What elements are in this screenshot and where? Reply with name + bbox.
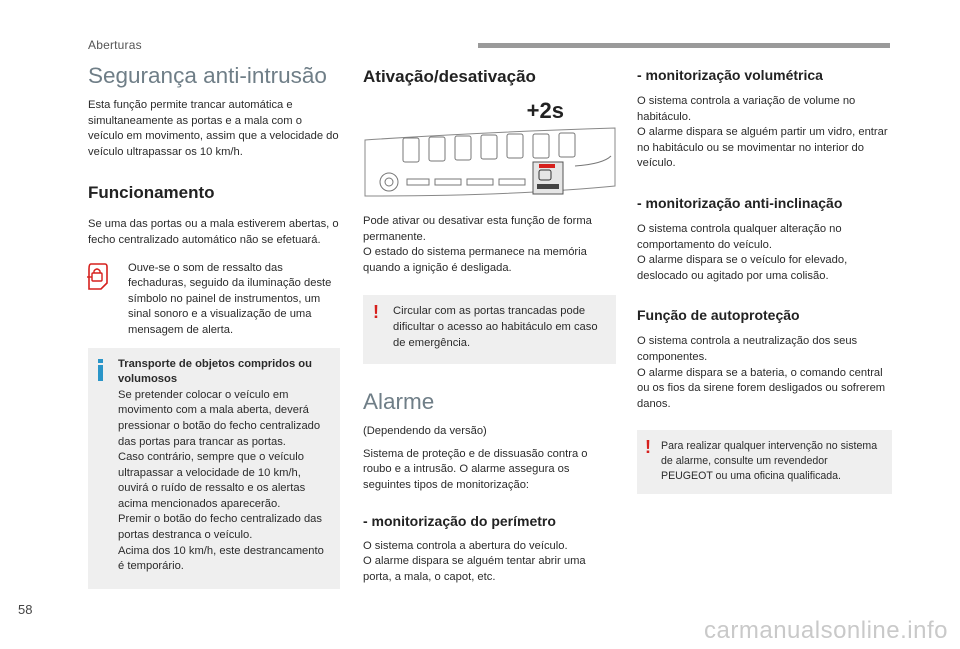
perimetro-text-1: O sistema controla a abertura do veículo. xyxy=(363,539,568,552)
alarme-description: Sistema de proteção e de dissuasão contra o roubo e a intrusão. O alarme assegura os seguintes tipos de monitorização: xyxy=(363,447,588,491)
warning-exclamation-icon: ! xyxy=(645,437,651,458)
volumetrica-text-2: O alarme dispara se alguém partir um vidro, entrar no habitáculo ou se movimentar no interior do veículo. xyxy=(637,126,888,170)
info-i-mark xyxy=(98,359,103,381)
page-number: 58 xyxy=(18,602,33,617)
note-text-1: Se pretender colocar o veículo em movimento com a mala aberta, deverá pressionar o botão do fecho centralizado das portas para trancar as portas. xyxy=(118,388,321,448)
anti-inclinacao-text-1: O sistema controla qualquer alteração no comportamento do veículo. xyxy=(637,222,842,251)
column-2 xyxy=(363,62,616,585)
warning-text: Circular com as portas trancadas pode dificultar o acesso ao habitáculo em caso de emergência. xyxy=(393,305,598,349)
autoprotecao-text-2: O alarme dispara se a bateria, o comando central ou os fios da sirene forem desligados ou sofrerem danos. xyxy=(637,366,886,410)
anti-inclinacao-text-2: O alarme dispara se o veículo for elevado, deslocado ou agitado por uma colisão. xyxy=(637,254,848,282)
watermark: carmanualsonline.info xyxy=(704,617,948,644)
heading-ativacao: Ativação/desativação xyxy=(363,67,536,86)
heading-volumetrica: - monitorização volumétrica xyxy=(637,67,823,83)
heading-autoprotecao: Função de autoproteção xyxy=(637,307,800,324)
ativacao-paragraph-2: O estado do sistema permanece na memória quando a ignição é desligada. xyxy=(363,246,587,274)
note-title: Transporte de objetos compridos ou volumosos xyxy=(118,357,312,386)
note-text-3: Premir o botão do fecho centralizado das portas destranca o veículo. xyxy=(118,513,322,542)
column-3 xyxy=(637,62,892,494)
section-label: Aberturas xyxy=(88,38,142,52)
note-text-4: Acima dos 10 km/h, este destrancamento é temporário. xyxy=(118,544,324,573)
funcionamento-paragraph: Se uma das portas ou a mala estiverem abertas, o fecho centralizado automático não se efetuará. xyxy=(88,218,339,246)
perimetro-text-2: O alarme dispara se alguém tentar abrir uma porta, a mala, o capot, etc. xyxy=(363,555,586,583)
lock-symbol-description: Ouve-se o som de ressalto das fechaduras, seguido da iluminação deste símbolo no painel de instrumentos, um sinal sonoro e a visualização de uma mensagem de alerta. xyxy=(128,261,332,336)
car-door-lock-icon xyxy=(86,261,110,291)
info-note-box xyxy=(88,348,340,589)
dashboard-switch-panel xyxy=(363,126,616,198)
volumetrica-text-1: O sistema controla a variação de volume no habitáculo. xyxy=(637,95,856,123)
alarme-version: (Dependendo da versão) xyxy=(363,425,487,438)
lock-symbol-row xyxy=(88,261,340,339)
press-duration-label: +2s xyxy=(526,98,564,123)
autoprotecao-text-1: O sistema controla a neutralização dos seus componentes. xyxy=(637,335,858,363)
warning-exclamation-icon: ! xyxy=(373,302,379,323)
alarm-warning-note-box xyxy=(637,430,892,494)
ativacao-paragraph-1: Pode ativar ou desativar esta função de forma permanente. xyxy=(363,215,592,243)
heading-perimetro: - monitorização do perímetro xyxy=(363,512,556,529)
alarm-warning-text: Para realizar qualquer intervenção no sistema de alarme, consulte um revendedor PEUGEOT ou uma oficina qualificada. xyxy=(661,440,878,483)
note-text-2: Caso contrário, sempre que o veículo ultrapassar a velocidade de 10 km/h, ouvirá o ruído de ressalto e os alertas acima mencionados aparecerão. xyxy=(118,451,306,510)
intro-paragraph: Esta função permite trancar automática e simultaneamente as portas e a mala com o veículo em movimento, assim que a velocidade do veículo ultrapassar os 10 km/h. xyxy=(88,99,339,158)
warning-note-box xyxy=(363,295,616,364)
title-anti-intrusion: Segurança anti-intrusão xyxy=(88,63,327,88)
heading-funcionamento: Funcionamento xyxy=(88,183,215,203)
title-alarme: Alarme xyxy=(363,389,435,415)
heading-anti-inclinacao: - monitorização anti-inclinação xyxy=(637,194,843,211)
header-rule xyxy=(478,43,890,48)
column-1 xyxy=(88,62,340,589)
